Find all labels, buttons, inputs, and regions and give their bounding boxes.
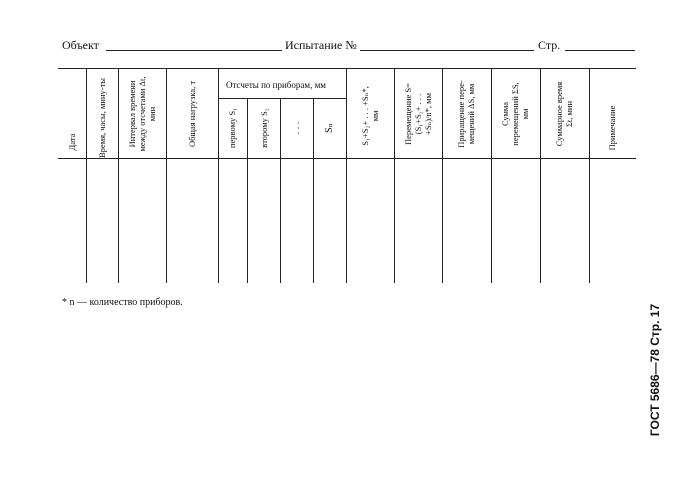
col-header-gauge-2: второму S₂	[259, 108, 269, 148]
col-divider	[247, 99, 248, 283]
col-header-gauge-1: первому S₁	[227, 107, 237, 149]
test-field-line	[360, 50, 534, 51]
col-divider	[589, 69, 590, 283]
col-divider	[394, 69, 395, 283]
standard-reference: ГОСТ 5686—78 Стр. 17	[648, 303, 662, 437]
col-header-displacement: Перемещение S=(S₁+S₂+ . . . +Sₙ)/n*, мм	[403, 83, 433, 145]
col-header-total-load: Общая нагрузка, т	[187, 80, 197, 148]
page-field-line	[565, 50, 635, 51]
col-header-sum-readings: S₁+S₂+ . . . +Sₙ*, мм	[360, 86, 380, 146]
col-header-time: Время, часы, мину-ты	[97, 78, 107, 158]
table-header-rule	[58, 158, 636, 159]
col-divider	[442, 69, 443, 283]
test-label: Испытание №	[285, 38, 357, 52]
col-divider	[166, 69, 167, 283]
col-header-notes: Примечание	[607, 105, 617, 151]
page-label: Стр.	[538, 38, 561, 52]
col-divider	[86, 69, 87, 283]
col-divider	[491, 69, 492, 283]
col-divider	[280, 99, 281, 283]
col-header-interval: Интервал времени между отсчетами Δt, мин	[127, 76, 157, 152]
col-divider	[313, 99, 314, 283]
col-header-increment: Приращение пере-мещений ΔS, мм	[456, 80, 476, 148]
col-header-date: Дата	[67, 133, 77, 151]
footnote: * n — количество приборов.	[62, 297, 183, 308]
group-header-rule	[218, 98, 346, 99]
col-divider	[118, 69, 119, 283]
col-divider	[346, 69, 347, 283]
object-label: Объект	[62, 38, 99, 52]
col-divider	[218, 69, 219, 283]
table-top-rule	[58, 68, 636, 69]
col-header-sum-displacement: Сумма перемещений ΣS, мм	[500, 82, 530, 146]
col-divider	[540, 69, 541, 283]
col-header-gauge-n: Sₙ	[324, 123, 335, 133]
group-header-readings: Отсчеты по приборам, мм	[226, 80, 326, 90]
col-header-gauge-dots: . . .	[291, 121, 302, 135]
col-header-total-time: Суммарное время Σt, мин	[554, 81, 574, 147]
object-field-line	[106, 50, 282, 51]
